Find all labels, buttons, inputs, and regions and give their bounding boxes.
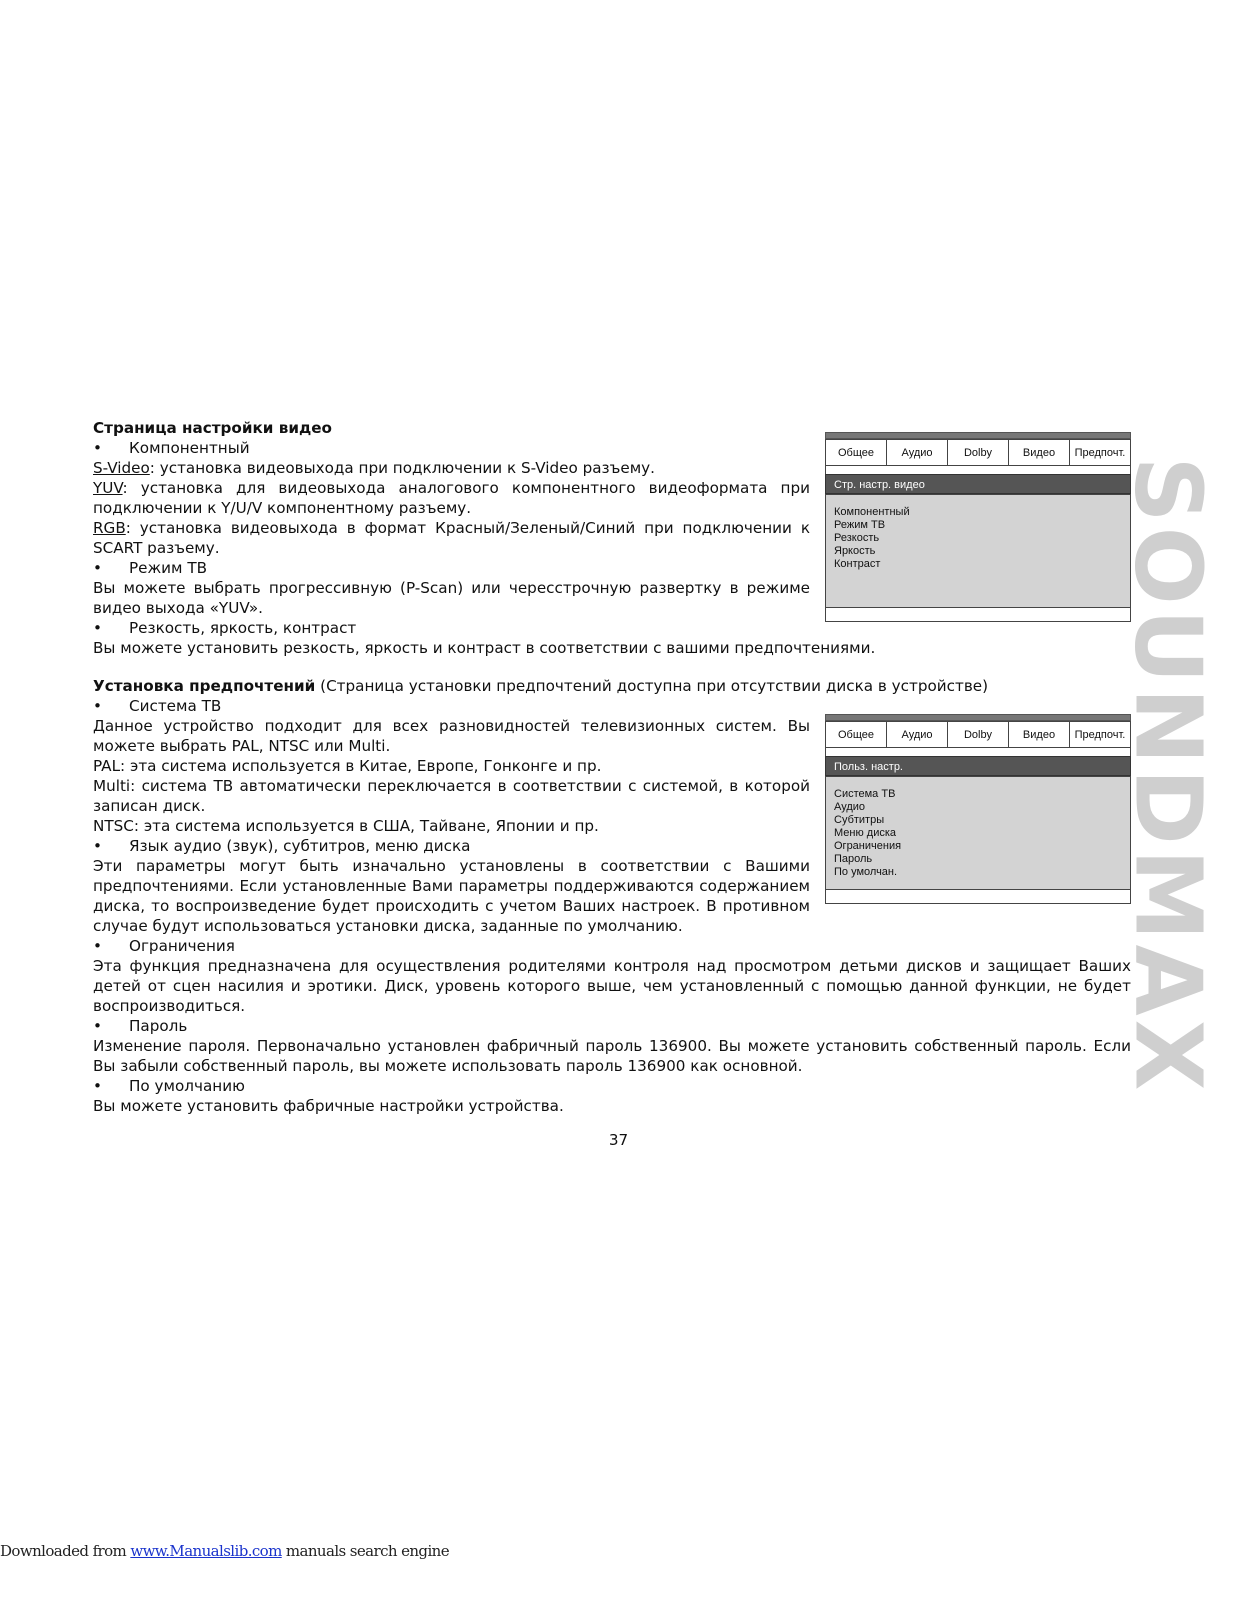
yuv-paragraph bbox=[93, 478, 810, 518]
osd-item-default: По умолчан. bbox=[834, 866, 898, 878]
password-paragraph: Изменение пароля. Первоначально установлен фабричный пароль 136900. Вы можете установить собственный пароль. Если Вы забыли собственный пароль, вы можете использовать пароль 136900 как основной. bbox=[93, 1037, 1131, 1075]
tab-audio: Аудио bbox=[887, 722, 948, 747]
bullet-language: • Язык аудио (звук), субтитров, меню диска bbox=[93, 836, 1131, 856]
page-number: 37 bbox=[608, 1131, 629, 1149]
osd-item-disc-menu: Меню диска bbox=[834, 827, 897, 839]
pref-section-note: (Страница установки предпочтений доступна при отсутствии диска в устройстве) bbox=[315, 677, 989, 695]
tab-preferences: Предпочт. bbox=[1074, 728, 1126, 741]
bullet-sharpness: • Резкость, яркость, контраст bbox=[93, 618, 1131, 638]
osd-item-contrast: Контраст bbox=[834, 558, 881, 570]
video-section-title: Страница настройки видео bbox=[93, 419, 332, 437]
sharpness-paragraph: Вы можете установить резкость, яркость и контраст в соответствии с вашими предпочтениями. bbox=[93, 639, 876, 657]
pal-paragraph: PAL: эта система используется в Китае, Европе, Гонконге и пр. bbox=[93, 757, 602, 775]
tv-mode-paragraph: Вы можете выбрать прогрессивную (P-Scan) или чересстрочную развертку в режиме видео выхода «YUV». bbox=[93, 579, 810, 617]
default-paragraph: Вы можете установить фабричные настройки устройства. bbox=[93, 1097, 564, 1115]
manualslib-link[interactable]: www.Manualslib.com bbox=[130, 1542, 282, 1560]
tab-dolby: Dolby bbox=[948, 440, 1009, 465]
bullet-password: • Пароль bbox=[93, 1016, 1131, 1036]
tv-system-paragraph: Данное устройство подходит для всех разновидностей телевизионных систем. Вы можете выбрать PAL, NTSC или Multi. bbox=[93, 717, 810, 755]
osd-item-sharpness: Резкость bbox=[834, 532, 880, 544]
rgb-paragraph bbox=[93, 518, 810, 558]
tab-general: Общее bbox=[826, 722, 887, 747]
osd-item-tv-system: Система ТВ bbox=[834, 788, 896, 800]
svideo-paragraph bbox=[93, 458, 810, 478]
osd-item-audio: Аудио bbox=[834, 801, 866, 813]
tab-dolby: Dolby bbox=[948, 722, 1009, 747]
multi-paragraph: Multi: система ТВ автоматически переключается в соответствии с системой, в которой записан диск. bbox=[93, 777, 810, 815]
rgb-text: : установка видеовыхода в формат Красный/Зеленый/Синий при подключении к SCART разъему. bbox=[93, 519, 810, 557]
osd-item-brightness: Яркость bbox=[834, 545, 876, 557]
osd-tab-bar bbox=[825, 439, 1131, 466]
osd-item-subtitles: Субтитры bbox=[834, 814, 885, 826]
footer-suffix: manuals search engine bbox=[281, 1542, 449, 1560]
osd-item-password: Пароль bbox=[834, 853, 873, 865]
restrictions-paragraph: Эта функция предназначена для осуществления родителями контроля над просмотром детьми дисков и защищает Ваших детей от сцен насилия и эротики. Диск, уровень которого выше, чем установленный с помощью данной функции, не будет воспроизводиться. bbox=[93, 957, 1131, 1015]
brand-logo-text: SOUNDMAX bbox=[1114, 455, 1222, 1095]
yuv-text: : установка для видеовыхода аналогового компонентного видеоформата при подключении к Y/U/V компонентному разъему. bbox=[93, 479, 810, 517]
osd-video-header: Стр. настр. видео bbox=[825, 474, 1131, 494]
download-footer bbox=[0, 1542, 449, 1560]
tab-video: Видео bbox=[1009, 440, 1070, 465]
ntsc-paragraph: NTSC: эта система используется в США, Тайване, Японии и пр. bbox=[93, 817, 599, 835]
osd-pref-menu bbox=[825, 776, 1131, 890]
osd-tab-bar bbox=[825, 721, 1131, 748]
rgb-label: RGB bbox=[93, 519, 126, 537]
brand-logo bbox=[1114, 395, 1222, 1155]
osd-video-settings-screen bbox=[825, 432, 1131, 622]
osd-preferences-screen bbox=[825, 714, 1131, 904]
osd-item-tv-mode: Режим ТВ bbox=[834, 519, 886, 531]
tab-video: Видео bbox=[1009, 722, 1070, 747]
osd-item-restrictions: Ограничения bbox=[834, 840, 902, 852]
tab-preferences: Предпочт. bbox=[1074, 446, 1126, 459]
bullet-tv-system: • Система ТВ bbox=[93, 696, 1131, 716]
svideo-label: S-Video bbox=[93, 459, 150, 477]
svideo-text: : установка видеовыхода при подключении к S-Video разъему. bbox=[149, 459, 655, 477]
tab-audio: Аудио bbox=[887, 440, 948, 465]
language-paragraph: Эти параметры могут быть изначально установлены в соответствии с Вашими предпочтениями. Если установленные Вами параметры поддерживаются содержанием диска, то воспроизведение будет происходить с учетом Ваших настроек. В противном случае будут использоваться установки диска, заданные по умолчанию. bbox=[93, 857, 810, 935]
osd-item-component: Компонентный bbox=[834, 506, 910, 518]
bullet-restrictions: • Ограничения bbox=[93, 936, 1131, 956]
pref-section-heading bbox=[93, 676, 1131, 696]
osd-pref-header: Польз. настр. bbox=[825, 756, 1131, 776]
bullet-tv-mode: • Режим ТВ bbox=[93, 558, 1131, 578]
tab-general: Общее bbox=[826, 440, 887, 465]
footer-prefix: Downloaded from bbox=[0, 1542, 131, 1560]
bullet-default: • По умолчанию bbox=[93, 1076, 1131, 1096]
osd-video-menu bbox=[825, 494, 1131, 608]
pref-section-title: Установка предпочтений bbox=[93, 677, 316, 695]
bullet-component: • Компонентный bbox=[93, 438, 1131, 458]
yuv-label: YUV bbox=[93, 479, 123, 497]
